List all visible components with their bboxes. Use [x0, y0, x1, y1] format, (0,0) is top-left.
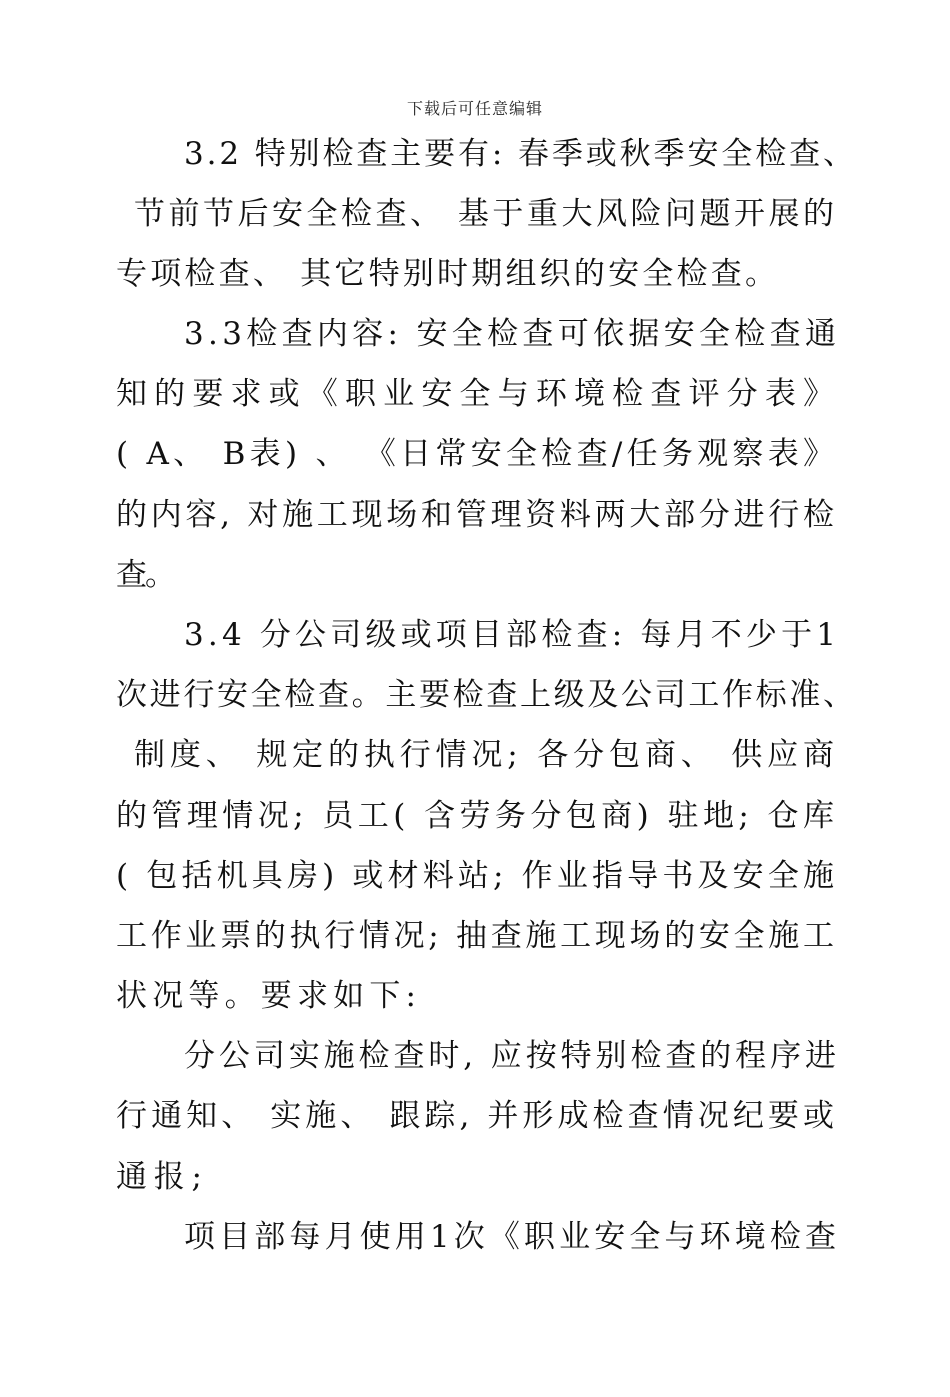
line-text: 的管理情况; 员工( 含劳务分包商) 驻地; 仓库 — [116, 798, 839, 834]
line-text: 通报; — [116, 1159, 209, 1195]
line-text: 次进行安全检查。主要检查上级及公司工作标准、 — [116, 677, 857, 713]
text-line — [0, 727, 950, 783]
text-line — [0, 607, 950, 663]
text-line — [0, 908, 950, 964]
line-text: 分公司实施检查时, 应按特别检查的程序进 — [184, 1038, 840, 1074]
watermark-header: 下载后可任意编辑 — [406, 99, 543, 118]
line-text: 3.2 特别检查主要有: 春季或秋季安全检查、 — [184, 136, 857, 172]
text-line — [0, 1088, 950, 1144]
line-text: 知的要求或《职业安全与环境检查评分表》 — [116, 376, 842, 412]
text-line — [0, 667, 950, 723]
text-line — [0, 1209, 950, 1265]
text-line — [0, 1028, 950, 1084]
line-text: 3.3检查内容: 安全检查可依据安全检查通 — [184, 316, 841, 352]
line-text: 状况等。要求如下: — [116, 978, 422, 1014]
line-text: 行通知、 实施、 跟踪, 并形成检查情况纪要或 — [116, 1098, 839, 1134]
text-line — [0, 366, 950, 422]
line-text: 节前节后安全检查、 基于重大风险问题开展的 — [134, 196, 838, 232]
text-line — [0, 186, 950, 242]
text-line — [0, 487, 950, 543]
text-line — [0, 1149, 950, 1205]
text-line — [0, 788, 950, 844]
line-text: ( A、 B表) 、 《日常安全检查/任务观察表》 — [116, 436, 839, 472]
text-line — [0, 126, 950, 182]
line-text: 查。 — [116, 557, 174, 593]
line-text: ( 包括机具房) 或材料站; 作业指导书及安全施 — [116, 858, 839, 894]
line-text: 工作业票的执行情况; 抽查施工现场的安全施工 — [116, 918, 838, 954]
text-line — [0, 547, 950, 603]
line-text: 专项检查、 其它特别时期组织的安全检查。 — [116, 256, 780, 292]
text-line — [0, 246, 950, 302]
line-text: 制度、 规定的执行情况; 各分包商、 供应商 — [134, 737, 839, 773]
line-text: 3.4 分公司级或项目部检查: 每月不少于1 — [184, 617, 841, 653]
text-line — [0, 426, 950, 482]
text-line — [0, 968, 950, 1024]
text-line — [0, 306, 950, 362]
text-line — [0, 848, 950, 904]
line-text: 的内容, 对施工现场和管理资料两大部分进行检 — [116, 497, 838, 533]
line-text: 项目部每月使用1次《职业安全与环境检查 — [184, 1219, 841, 1255]
